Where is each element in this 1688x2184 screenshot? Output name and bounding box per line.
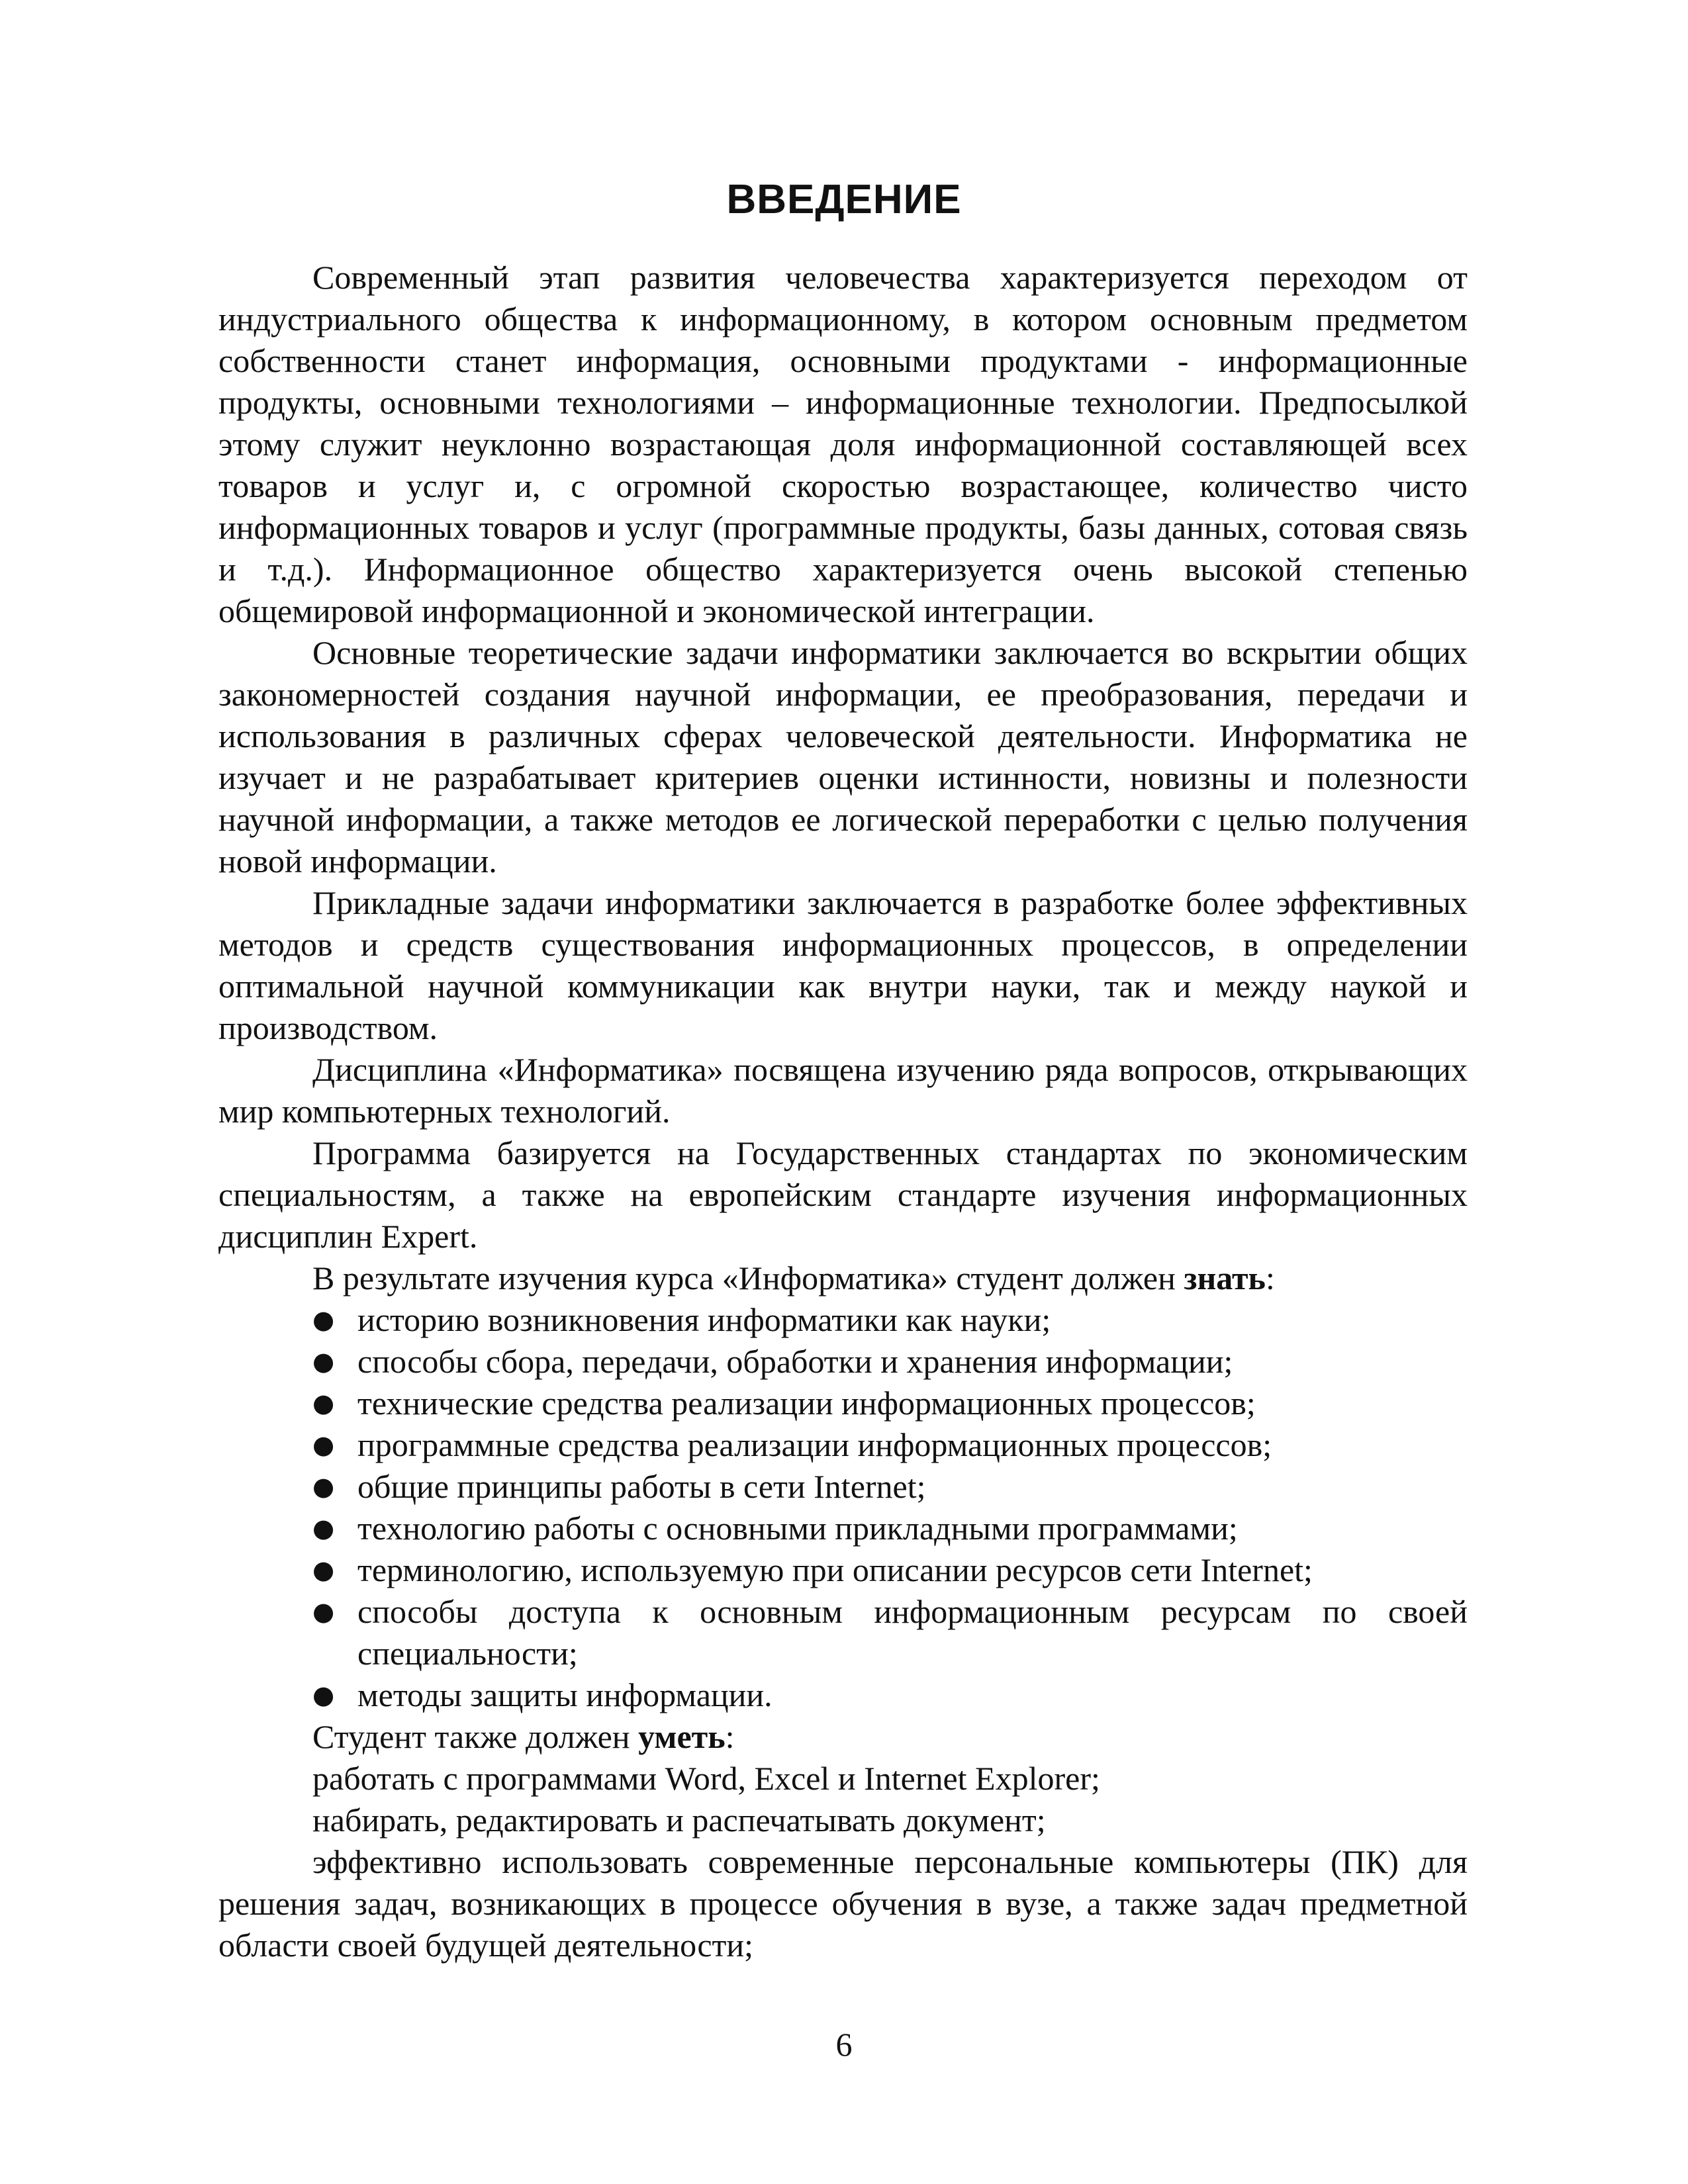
list-item: [312, 1383, 1468, 1424]
list-item-text: технические средства реализации информационных процессов;: [357, 1385, 1256, 1422]
skills-suffix: :: [725, 1718, 735, 1755]
list-item: [312, 1424, 1468, 1466]
bullet-icon: ●: [312, 1388, 335, 1418]
list-item-text: методы защиты информации.: [357, 1676, 773, 1713]
paragraph-applied-tasks: Прикладные задачи информатики заключается в разработке более эффективных методов и средств существования информационных процессов, в определении оптимальной научной коммуникации как внутри науки, так и между наукой и производством.: [218, 884, 1468, 1046]
paragraph-program: Программа базируется на Государственных стандартах по экономическим специальностям, а также на европейским стандарте изучения информационных дисциплин Expert.: [218, 1134, 1468, 1255]
body-text: [218, 257, 1468, 1966]
list-item-text: историю возникновения информатики как науки;: [357, 1301, 1051, 1338]
know-intro-line: [218, 1257, 1468, 1299]
know-intro-text: В результате изучения курса «Информатика» студент должен: [312, 1259, 1184, 1297]
list-item: [312, 1591, 1468, 1674]
list-item: [312, 1549, 1468, 1591]
paragraph-final: эффективно использовать современные персональные компьютеры (ПК) для решения задач, возникающих в процессе обучения в вузе, а также задач предметной области своей будущей деятельности;: [218, 1843, 1468, 1964]
paragraph-discipline: Дисциплина «Информатика» посвящена изучению ряда вопросов, открывающих мир компьютерных технологий.: [218, 1051, 1468, 1130]
page-number: 6: [835, 2026, 853, 2063]
list-item-text: технологию работы с основными прикладными программами;: [357, 1510, 1238, 1547]
bullet-icon: ●: [312, 1680, 335, 1709]
skills-bold-word: уметь: [638, 1718, 726, 1755]
know-bold-word: знать: [1184, 1259, 1266, 1297]
skills-intro-text: Студент также должен: [312, 1718, 639, 1755]
skills-line-documents: набирать, редактировать и распечатывать документ;: [312, 1801, 1046, 1839]
list-item: [312, 1299, 1468, 1341]
skills-intro-line: [218, 1716, 1468, 1758]
list-item: [312, 1341, 1468, 1383]
list-item: [312, 1674, 1468, 1716]
paragraph-theoretical-tasks: Основные теоретические задачи информатики заключается во вскрытии общих закономерностей создания научной информации, ее преобразования, передачи и использования в различных сферах человеческой деятельности. Информатика не изучает и не разрабатывает критериев оценки истинности, новизны и полезности научной информации, а также методов ее логической переработки с целью получения новой информации.: [218, 634, 1468, 880]
know-list: [218, 1299, 1468, 1716]
bullet-icon: ●: [312, 1555, 335, 1584]
list-item-text: терминологию, используемую при описании ресурсов сети Internet;: [357, 1551, 1313, 1588]
list-item-text: программные средства реализации информационных процессов;: [357, 1426, 1272, 1463]
know-suffix: :: [1266, 1259, 1275, 1297]
list-item-text: способы доступа к основным информационным ресурсам по своей специальности;: [357, 1593, 1468, 1672]
bullet-icon: ●: [312, 1305, 335, 1334]
paragraph-intro: Современный этап развития человечества характеризуется переходом от индустриального общества к информационному, в котором основным предметом собственности станет информация, основными продуктами - информационные продукты, основными технологиями – информационные технологии. Предпосылкой этому служит неуклонно возрастающая доля информационной составляющей всех товаров и услуг и, с огромной скоростью возрастающее, количество чисто информационных товаров и услуг (программные продукты, базы данных, сотовая связь и т.д.). Информационное общество характеризуется очень высокой степенью общемировой информационной и экономической интеграции.: [218, 259, 1468, 629]
skills-line-programs: работать с программами Word, Excel и Internet Explorer;: [312, 1760, 1100, 1797]
bullet-icon: ●: [312, 1472, 335, 1501]
bullet-icon: ●: [312, 1514, 335, 1543]
bullet-icon: ●: [312, 1597, 335, 1626]
bullet-icon: ●: [312, 1347, 335, 1376]
bullet-icon: ●: [312, 1430, 335, 1459]
list-item-text: общие принципы работы в сети Internet;: [357, 1468, 926, 1505]
list-item: [312, 1466, 1468, 1508]
list-item-text: способы сбора, передачи, обработки и хранения информации;: [357, 1343, 1233, 1380]
list-item: [312, 1508, 1468, 1549]
page-title: ВВЕДЕНИЕ: [726, 177, 962, 222]
